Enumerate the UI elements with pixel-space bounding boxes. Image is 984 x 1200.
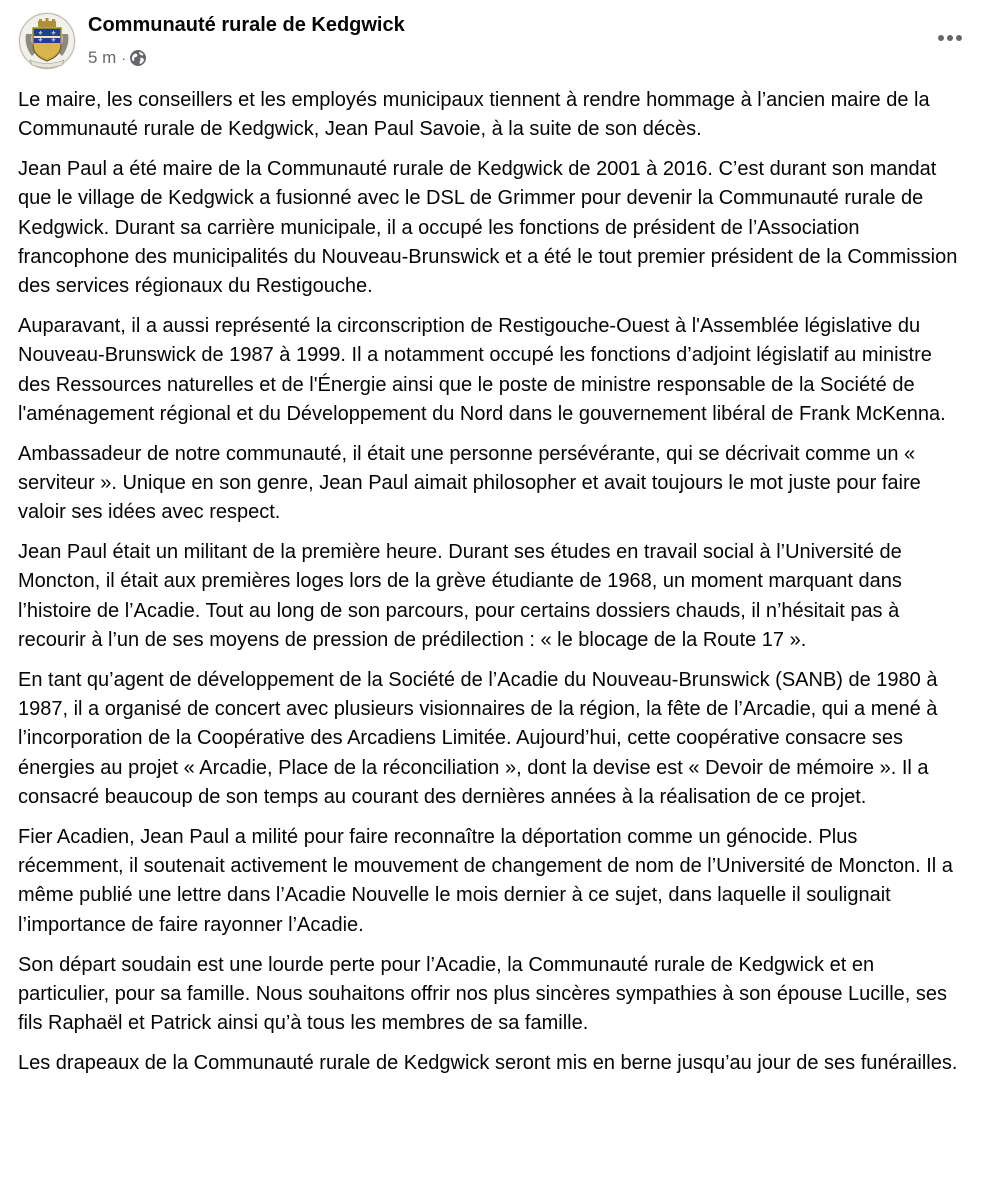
post-meta — [88, 46, 147, 70]
globe-icon[interactable] — [129, 49, 147, 67]
more-horizontal-icon — [937, 34, 963, 42]
post-timestamp[interactable]: 5 m — [88, 48, 117, 67]
svg-text:⚜: ⚜ — [50, 30, 57, 37]
svg-text:⚜: ⚜ — [37, 30, 44, 37]
post-paragraph: Le maire, les conseillers et les employés municipaux tiennent à rendre hommage à l’ancien maire de la Communauté rurale de Kedgwick, Jean Paul Savoie, à la suite de son décès. — [18, 89, 930, 141]
svg-text:⚜: ⚜ — [50, 37, 57, 44]
svg-text:⚜: ⚜ — [37, 37, 44, 44]
page-name[interactable]: Communauté rurale de Kedgwick — [88, 14, 405, 36]
page-avatar[interactable] — [18, 12, 76, 70]
coat-of-arms-icon — [18, 12, 76, 70]
post-header — [18, 12, 968, 72]
post-paragraph: Fier Acadien, Jean Paul a milité pour faire reconnaître la déportation comme un génocide. Plus récemment, il soutenait activement le mouvement de changement de nom de l’Université de Moncton. Il a même publié une lettre dans l’Acadie Nouvelle le mois dernier à ce sujet, dans laquelle il soulignait l’importance de faire rayonner l’Acadie. — [18, 825, 953, 936]
meta-separator: · — [121, 50, 127, 66]
post-content — [18, 86, 968, 1089]
post-paragraph: Auparavant, il a aussi représenté la circonscription de Restigouche-Ouest à l'Assemblée législative du Nouveau-Brunswick de 1987 à 1999. Il a notamment occupé les fonctions d’adjoint législatif au ministre des Ressources naturelles et de l'Énergie ainsi que le poste de ministre responsable de la Société de l'aménagement régional et du Développement du Nord dans le gouvernement libéral de Frank McKenna. — [18, 315, 946, 425]
post-paragraph: Ambassadeur de notre communauté, il était une personne persévérante, qui se décrivait comme un « serviteur ». Unique en son genre, Jean Paul aimait philosopher et avait toujours le mot juste pour faire valoir ses idées avec respect. — [18, 442, 921, 524]
more-options-button[interactable] — [932, 24, 968, 52]
post-paragraph: Jean Paul a été maire de la Communauté rurale de Kedgwick de 2001 à 2016. C’est durant son mandat que le village de Kedgwick a fusionné avec le DSL de Grimmer pour devenir la Communauté rurale de Kedgwick. Durant sa carrière municipale, il a occupé les fonctions de président de l’Association francophone des municipalités du Nouveau-Brunswick et a été le tout premier président de la Commission des services régionaux du Restigouche. — [18, 158, 958, 298]
post-paragraph: Son départ soudain est une lourde perte pour l’Acadie, la Communauté rurale de Kedgwick et en particulier, pour sa famille. Nous souhaitons offrir nos plus sincères sympathies à son épouse Lucille, ses fils Raphaël et Patrick ainsi qu’à tous les membres de sa famille. — [18, 953, 947, 1035]
post-paragraph: Les drapeaux de la Communauté rurale de Kedgwick seront mis en berne jusqu’au jour de ses funérailles. — [18, 1051, 958, 1074]
post-paragraph: En tant qu’agent de développement de la Société de l’Acadie du Nouveau-Brunswick (SANB) de 1980 à 1987, il a organisé de concert avec plusieurs visionnaires de la région, la fête de l’Arcadie, qui a mené à l’incorporation de la Coopérative des Arcadiens Limitée. Aujourd’hui, cette coopérative consacre ses énergies au projet « Arcadie, Place de la réconciliation », dont la devise est « Devoir de mémoire ». Il a consacré beaucoup de son temps au courant des dernières années à la réalisation de ce projet. — [18, 668, 938, 809]
post-paragraph: Jean Paul était un militant de la première heure. Durant ses études en travail social à l’Université de Moncton, il était aux premières loges lors de la grève étudiante de 1968, un moment marquant dans l’histoire de l’Acadie. Tout au long de son parcours, pour certains dossiers chauds, il n’hésitait pas à recourir à l’un de ses moyens de pression de prédilection : « le blocage de la Route 17 ». — [18, 541, 902, 652]
